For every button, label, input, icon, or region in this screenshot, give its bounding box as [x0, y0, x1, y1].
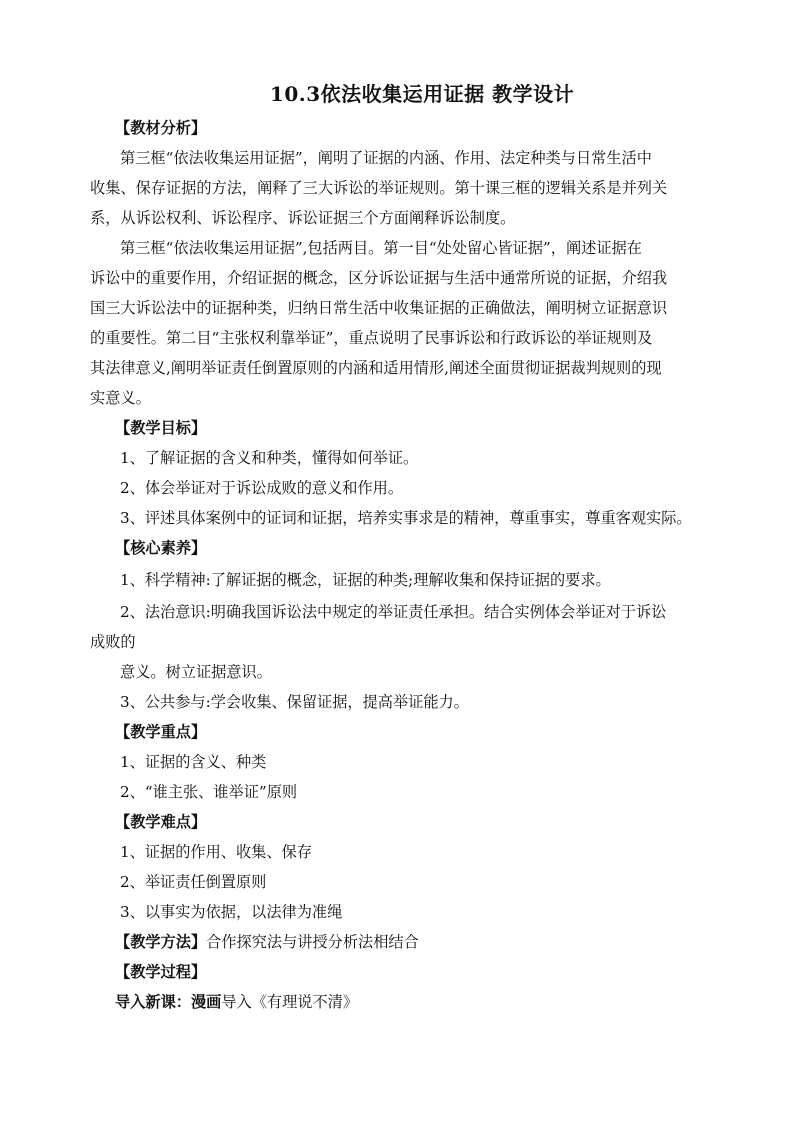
document-title-text: 10.3依法收集运用证据 教学设计: [269, 82, 575, 106]
intro-bold: 漫画: [190, 993, 222, 1011]
section-method: [90, 927, 710, 957]
section-heading-method: 【教学方法】: [115, 933, 207, 951]
method-text: 合作探究法与讲授分析法相结合: [206, 933, 419, 951]
section-heading-key-points: 【教学重点】: [115, 723, 207, 741]
list-item: 2、“谁主张、谁举证”原则: [120, 783, 298, 801]
list-item: 3、评述具体案例中的证词和证据，培养实事求是的精神，尊重事实，尊重客观实际。: [120, 509, 692, 527]
intro-text: 导入《有理说不清》: [221, 993, 358, 1011]
list-item-continuation: 意义。树立证据意识。: [120, 663, 272, 681]
process-intro: [90, 987, 710, 1017]
paragraph-line: 国三大诉讼法中的证据种类，归纳日常生活中收集证据的正确做法，阐明树立证据意识: [90, 299, 668, 317]
section-heading-process: 【教学过程】: [115, 963, 207, 981]
list-item: 2、举证责任倒置原则: [120, 873, 267, 891]
section-heading-goals: 【教学目标】: [115, 419, 207, 437]
list-item-continuation: 成败的: [90, 633, 136, 651]
document-body: [90, 113, 710, 1017]
document-title: [0, 78, 794, 107]
section-heading-analysis: 【教材分析】: [115, 119, 207, 137]
list-item: 1、科学精神:了解证据的概念，证据的种类;理解收集和保持证据的要求。: [120, 571, 611, 589]
paragraph-line: 其法律意义,阐明举证责任倒置原则的内涵和适用情形,阐述全面贯彻证据裁判规则的现: [90, 359, 662, 377]
paragraph-line: 第三框“依法收集运用证据”,包括两目。第一目“处处留心皆证据”，阐述证据在: [120, 239, 642, 257]
list-item: 1、证据的作用、收集、保存: [120, 843, 312, 861]
list-item: 3、以事实为依据，以法律为准绳: [120, 903, 343, 921]
paragraph-line: 系，从诉讼权利、诉讼程序、诉讼证据三个方面阐释诉讼制度。: [90, 209, 516, 227]
intro-label: 导入新课：: [115, 993, 191, 1011]
list-item: 3、公共参与:学会收集、保留证据，提高举证能力。: [120, 693, 469, 711]
list-item: 2、法治意识:明确我国诉讼法中规定的举证责任承担。结合实例体会举证对于诉讼: [120, 603, 667, 621]
paragraph-line: 收集、保存证据的方法，阐释了三大诉讼的举证规则。第十课三框的逻辑关系是并列关: [90, 179, 668, 197]
list-item: 2、体会举证对于诉讼成败的意义和作用。: [120, 479, 404, 497]
section-heading-difficulties: 【教学难点】: [115, 813, 207, 831]
paragraph-line: 第三框“依法收集运用证据”，阐明了证据的内涵、作用、法定种类与日常生活中: [120, 149, 652, 167]
paragraph-line: 实意义。: [90, 389, 151, 407]
paragraph-line: 诉讼中的重要作用，介绍证据的概念，区分诉讼证据与生活中通常所说的证据，介绍我: [90, 269, 668, 287]
paragraph-line: 的重要性。第二目“主张权利靠举证”，重点说明了民事诉讼和行政诉讼的举证规则及: [90, 329, 653, 347]
list-item: 1、证据的含义、种类: [120, 753, 267, 771]
section-heading-literacy: 【核心素养】: [115, 539, 207, 557]
list-item: 1、了解证据的含义和种类，懂得如何举证。: [120, 449, 419, 467]
